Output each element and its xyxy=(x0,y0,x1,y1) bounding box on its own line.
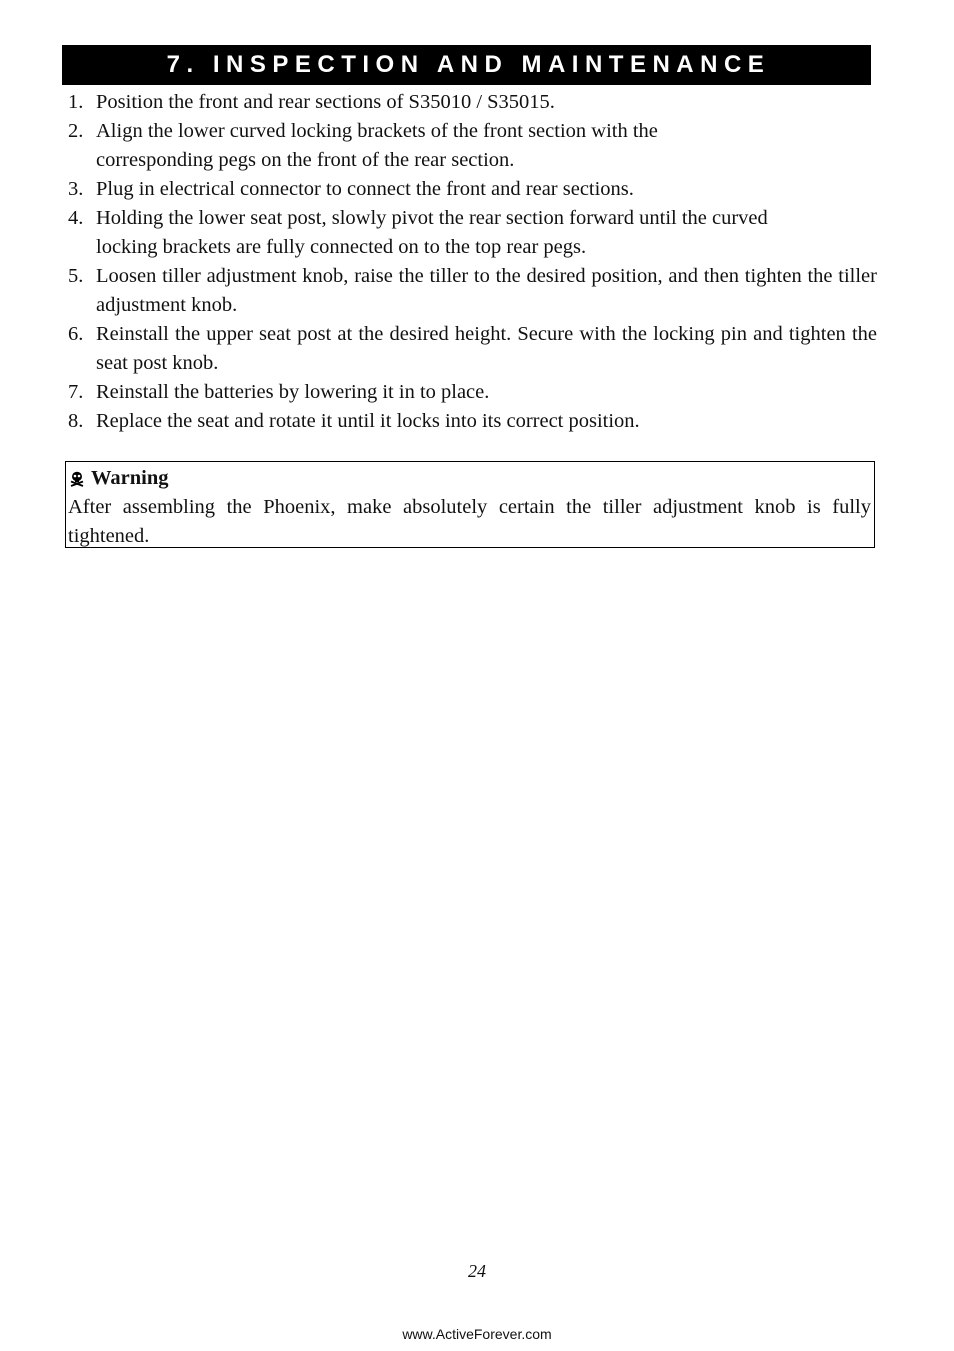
warning-box xyxy=(65,461,875,548)
warning-text: After assembling the Phoenix, make absolutely certain the tiller adjustment knob is fully tightened. xyxy=(68,496,871,547)
step-number: 5. xyxy=(68,265,84,287)
section-header xyxy=(62,45,871,85)
step-text: Align the lower curved locking brackets of the front section with the corresponding pegs on the front of the rear section. xyxy=(96,120,658,171)
list-item xyxy=(68,378,877,407)
assembly-steps-list xyxy=(68,88,877,436)
step-text: Holding the lower seat post, slowly pivot the rear section forward until the curved locking brackets are fully connected on to the top rear pegs. xyxy=(96,207,768,258)
step-text: Position the front and rear sections of S35010 / S35015. xyxy=(96,91,555,113)
step-number: 3. xyxy=(68,178,84,200)
list-item xyxy=(68,320,877,378)
section-title: 7. INSPECTION AND MAINTENANCE xyxy=(166,51,771,78)
step-text: Loosen tiller adjustment knob, raise the tiller to the desired position, and then tighten the tiller adjustment knob. xyxy=(96,265,877,316)
list-item xyxy=(68,117,708,175)
step-number: 1. xyxy=(68,91,84,113)
step-number: 7. xyxy=(68,381,84,403)
list-item xyxy=(68,204,768,262)
step-number: 2. xyxy=(68,120,84,142)
step-text: Reinstall the batteries by lowering it in to place. xyxy=(96,381,490,403)
list-item xyxy=(68,262,877,320)
warning-heading xyxy=(68,464,871,493)
list-item xyxy=(68,407,877,436)
step-number: 8. xyxy=(68,410,84,432)
skull-crossbones-icon xyxy=(69,471,85,487)
list-item xyxy=(68,175,877,204)
step-text: Reinstall the upper seat post at the desired height. Secure with the locking pin and tighten the seat post knob. xyxy=(96,323,877,374)
step-text: Plug in electrical connector to connect the front and rear sections. xyxy=(96,178,634,200)
step-number: 6. xyxy=(68,323,84,345)
website-url: www.ActiveForever.com xyxy=(402,1326,552,1342)
step-number: 4. xyxy=(68,207,84,229)
warning-title: Warning xyxy=(91,467,169,489)
page-number: 24 xyxy=(468,1261,486,1281)
list-item xyxy=(68,88,877,117)
step-text: Replace the seat and rotate it until it locks into its correct position. xyxy=(96,410,640,432)
